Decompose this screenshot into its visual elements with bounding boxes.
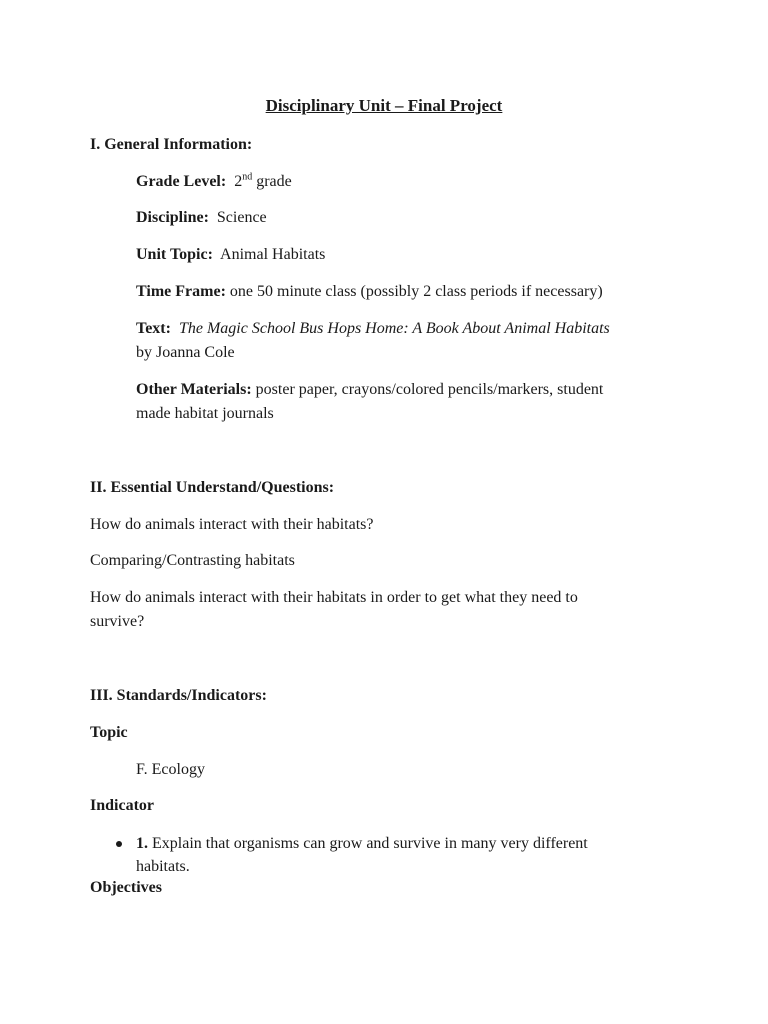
other-materials-value: poster paper, crayons/colored pencils/markers, student [255, 381, 604, 398]
text-book-title: The Magic School Bus Hops Home: A Book About Animal Habitats [178, 320, 610, 337]
question-3: How do animals interact with their habitats in order to get what they need to [90, 589, 578, 606]
grade-level-line [136, 172, 292, 192]
question-2: Comparing/Contrasting habitats [90, 552, 295, 569]
time-frame-value: one 50 minute class (possibly 2 class periods if necessary) [229, 283, 603, 300]
other-materials-label: Other Materials: [136, 381, 252, 398]
topic-item: F. Ecology [136, 761, 205, 778]
text-line [136, 319, 610, 339]
bullet-icon [116, 841, 122, 847]
unit-topic-value: Animal Habitats [220, 246, 326, 263]
unit-topic-label: Unit Topic: [136, 246, 213, 263]
section-heading-general-information: I. General Information: [90, 136, 253, 153]
indicator-text-continued: habitats. [136, 858, 190, 875]
objectives-heading: Objectives [90, 879, 162, 896]
question-1: How do animals interact with their habitats? [90, 516, 374, 533]
section-heading-standards: III. Standards/Indicators: [90, 687, 267, 704]
topic-heading: Topic [90, 724, 128, 741]
other-materials-continued: made habitat journals [136, 405, 274, 422]
indicator-item [136, 834, 588, 854]
grade-level-label: Grade Level: [136, 173, 227, 190]
other-materials-line [136, 380, 603, 400]
discipline-line [136, 208, 267, 228]
time-frame-line [136, 282, 603, 302]
unit-topic-line [136, 245, 325, 265]
text-author: by Joanna Cole [136, 344, 235, 361]
indicator-text: Explain that organisms can grow and survive in many very different [152, 835, 588, 852]
discipline-label: Discipline: [136, 209, 209, 226]
indicator-heading: Indicator [90, 797, 154, 814]
document-title: Disciplinary Unit – Final Project [265, 96, 503, 115]
grade-level-number: 2 [234, 173, 243, 190]
discipline-value: Science [216, 209, 267, 226]
grade-level-word: grade [256, 173, 292, 190]
question-3-continued: survive? [90, 613, 145, 630]
section-heading-essential-questions: II. Essential Understand/Questions: [90, 479, 335, 496]
indicator-number: 1. [136, 835, 148, 852]
grade-level-suffix: nd [242, 171, 253, 183]
text-label: Text: [136, 320, 171, 337]
time-frame-label: Time Frame: [136, 283, 226, 300]
